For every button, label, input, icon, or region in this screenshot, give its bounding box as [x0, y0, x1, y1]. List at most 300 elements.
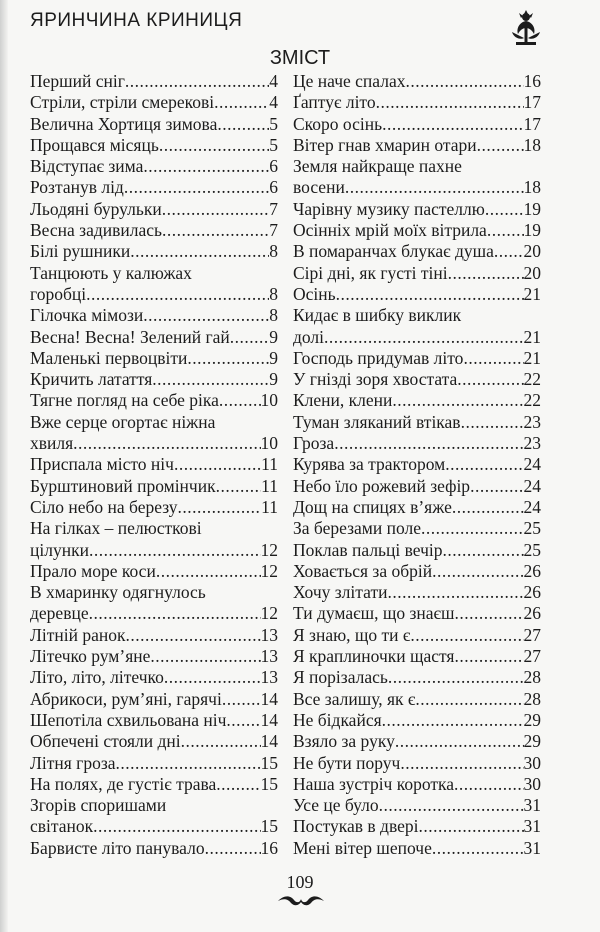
toc-entry-page: 8 — [269, 305, 278, 326]
toc-entry-title: Ховається за обрій — [293, 560, 433, 581]
toc-entry-page: 10 — [260, 433, 278, 454]
dot-leader — [415, 689, 523, 710]
toc-entry — [293, 71, 541, 92]
toc-entry-line — [30, 454, 278, 475]
toc-entry-title: Вітер гнав хмарин отари — [293, 134, 477, 155]
toc-entry — [293, 497, 541, 518]
toc-entry — [293, 689, 541, 710]
toc-entry — [30, 305, 278, 326]
dot-leader — [448, 263, 524, 284]
toc-entry-page: 13 — [260, 646, 278, 667]
dot-leader — [324, 327, 523, 348]
dot-leader — [116, 753, 261, 774]
dot-leader — [376, 92, 524, 113]
toc-entry — [30, 667, 278, 688]
toc-entry-page: 17 — [523, 92, 541, 113]
toc-entry-page: 15 — [260, 773, 278, 794]
toc-entry-line — [30, 476, 278, 497]
toc-entry-page: 20 — [523, 241, 541, 262]
toc-entry — [30, 327, 278, 348]
toc-entry-page: 30 — [523, 773, 541, 794]
toc-entry-line — [293, 412, 541, 433]
dot-leader — [487, 220, 524, 241]
toc-entry-page: 13 — [260, 624, 278, 645]
toc-entry — [293, 710, 541, 731]
dot-leader — [387, 582, 523, 603]
toc-entry — [30, 71, 278, 92]
toc-entry — [293, 348, 541, 369]
dot-leader — [382, 710, 524, 731]
toc-entry — [293, 753, 541, 774]
toc-entry — [293, 795, 541, 816]
dot-leader — [217, 114, 269, 135]
dot-leader — [89, 540, 261, 561]
toc-entry — [30, 795, 278, 838]
toc-entry-title: Велична Хортиця зимова — [30, 113, 218, 134]
toc-entry-title: Я краплиночки щастя — [293, 646, 455, 667]
toc-entry-page: 13 — [260, 667, 278, 688]
toc-entry-title: Відступає зима — [30, 156, 144, 177]
toc-entry-line — [30, 305, 278, 326]
toc-entry-page: 19 — [523, 220, 541, 241]
toc-entry-line — [30, 199, 278, 220]
toc-entry-line — [293, 603, 541, 624]
dot-leader — [162, 220, 269, 241]
contents-heading: ЗМІСТ — [269, 47, 331, 69]
dot-leader — [214, 92, 269, 113]
dot-leader — [432, 838, 524, 859]
toc-entry — [293, 220, 541, 241]
toc-entry-page: 29 — [523, 709, 541, 730]
dot-leader — [124, 177, 269, 198]
toc-entry — [30, 753, 278, 774]
toc-entry-line — [293, 731, 541, 752]
toc-entry-line — [293, 284, 541, 305]
dot-leader — [470, 476, 523, 497]
toc-entry-line — [30, 753, 278, 774]
toc-entry-title: Маленькі первоцвіти — [30, 347, 188, 368]
toc-entry-line — [30, 518, 278, 539]
toc-entry — [30, 135, 278, 156]
dot-leader — [461, 412, 524, 433]
toc-entry-title: Літній ранок — [30, 624, 126, 645]
toc-entry-line — [293, 327, 541, 348]
dot-leader — [143, 305, 269, 326]
toc-entry — [293, 816, 541, 837]
toc-entry-title: Постукав в двері — [293, 816, 419, 837]
toc-entry-page: 26 — [523, 603, 541, 624]
toc-entry — [293, 603, 541, 624]
toc-entry-title: цілунки — [30, 539, 89, 560]
toc-entry-line — [293, 625, 541, 646]
dot-leader — [86, 284, 269, 305]
dot-leader — [73, 433, 260, 454]
toc-entry — [293, 540, 541, 561]
toc-entry-line — [30, 177, 278, 198]
dot-leader — [454, 646, 523, 667]
toc-entry-page: 26 — [523, 560, 541, 581]
toc-entry — [30, 199, 278, 220]
toc-entry-line — [30, 582, 278, 603]
toc-entry-page: 20 — [523, 262, 541, 283]
dot-leader — [432, 561, 523, 582]
toc-entry — [293, 774, 541, 795]
toc-entry — [293, 433, 541, 454]
dot-leader — [421, 518, 524, 539]
toc-entry-title: В помаранчах блукає душа — [293, 241, 494, 262]
dot-leader — [494, 241, 524, 262]
toc-entry-page: 29 — [523, 731, 541, 752]
toc-entry — [30, 390, 278, 411]
toc-entry-title: Танцюють у калюжах — [30, 262, 192, 283]
toc-entry — [293, 263, 541, 284]
toc-entry-title: Я знаю, що ти є — [293, 624, 411, 645]
toc-entry-title: Осінь — [293, 283, 336, 304]
toc-entry-line — [30, 241, 278, 262]
toc-entry — [293, 412, 541, 433]
dot-leader — [418, 816, 523, 837]
dot-leader — [219, 390, 261, 411]
toc-entry — [30, 369, 278, 390]
dot-leader — [454, 774, 523, 795]
toc-entry — [293, 667, 541, 688]
toc-entry-title: Все залишу, як є — [293, 688, 416, 709]
toc-entry-page: 9 — [269, 369, 278, 390]
toc-entry-title: На полях, де густіє трава — [30, 773, 217, 794]
toc-entry — [30, 156, 278, 177]
dot-leader — [452, 497, 524, 518]
toc-entry — [30, 518, 278, 561]
toc-entry-title: Бурштиновий промінчик — [30, 475, 216, 496]
dot-leader — [379, 795, 524, 816]
dot-leader — [178, 497, 262, 518]
toc-entry-line — [293, 561, 541, 582]
toc-entry-page: 25 — [523, 539, 541, 560]
floral-ornament-icon — [506, 8, 546, 48]
toc-entry-line — [30, 731, 278, 752]
toc-entry-page: 24 — [523, 496, 541, 517]
dot-leader — [477, 135, 524, 156]
dot-leader — [388, 667, 524, 688]
toc-entry-title: Вже серце огортає ніжна — [30, 411, 216, 432]
toc-entry-title: За березами поле — [293, 518, 421, 539]
dot-leader — [382, 114, 523, 135]
toc-entry-line — [30, 710, 278, 731]
toc-entry-page: 30 — [523, 752, 541, 773]
toc-entry-line — [293, 156, 541, 177]
toc-entry-line — [30, 92, 278, 113]
toc-entry-title: Кричить латаття — [30, 369, 153, 390]
dot-leader — [216, 476, 262, 497]
toc-entry-title: Літня гроза — [30, 752, 116, 773]
toc-entry — [30, 412, 278, 455]
dot-leader — [395, 731, 524, 752]
toc-entry — [30, 114, 278, 135]
toc-entry-line — [293, 263, 541, 284]
toc-entry-title: Господь придумав літо — [293, 347, 464, 368]
toc-entry-line — [293, 476, 541, 497]
toc-entry-line — [293, 92, 541, 113]
dot-leader — [463, 348, 523, 369]
toc-entry-page: 7 — [269, 198, 278, 219]
toc-entry-title: Дощ на спицях в’яже — [293, 496, 452, 517]
toc-entry-title: Я порізалась — [293, 667, 388, 688]
toc-entry-title: горобці — [30, 283, 87, 304]
toc-entry — [293, 731, 541, 752]
toc-entry — [30, 241, 278, 262]
toc-entry-title: Гілочка мімози — [30, 305, 144, 326]
toc-entry-page: 14 — [260, 731, 278, 752]
toc-entry-title: Барвисте літо панувало — [30, 837, 205, 858]
toc-entry-page: 14 — [260, 709, 278, 730]
toc-entry-line — [293, 540, 541, 561]
toc-entry-page: 27 — [523, 646, 541, 667]
toc-entry — [293, 838, 541, 859]
dot-leader — [150, 646, 260, 667]
toc-entry-line — [30, 114, 278, 135]
toc-entry-title: Не бути поруч — [293, 752, 401, 773]
toc-entry — [293, 561, 541, 582]
toc-entry-line — [30, 390, 278, 411]
toc-entry-title: Туман зляканий втікав — [293, 411, 461, 432]
toc-entry-line — [30, 689, 278, 710]
toc-entry — [293, 241, 541, 262]
toc-entry-page: 23 — [523, 411, 541, 432]
toc-entry-line — [30, 327, 278, 348]
toc-entry-page: 11 — [261, 496, 278, 517]
toc-entry-line — [293, 710, 541, 731]
toc-entry-title: Сірі дні, як густі тіні — [293, 262, 448, 283]
toc-entry-page: 9 — [269, 347, 278, 368]
toc-entry-page: 17 — [523, 113, 541, 134]
toc-entry — [30, 774, 278, 795]
toc-entry — [293, 114, 541, 135]
toc-entry — [30, 838, 278, 859]
toc-entry — [30, 689, 278, 710]
toc-entry-line — [30, 603, 278, 624]
toc-entry-title: Згорів споришами — [30, 795, 167, 816]
toc-entry-title: Поклав пальці вечір — [293, 539, 443, 560]
toc-entry — [293, 92, 541, 113]
toc-entry — [293, 369, 541, 390]
dot-leader — [187, 348, 269, 369]
toc-entry-title: На гілках – пелюсткові — [30, 518, 202, 539]
toc-entry-line — [293, 135, 541, 156]
toc-entry-title: Шепотіла схвильована ніч — [30, 709, 227, 730]
toc-entry-page: 21 — [523, 283, 541, 304]
dot-leader — [455, 603, 524, 624]
dot-leader — [162, 199, 270, 220]
contents-column-left — [30, 71, 278, 859]
dot-leader — [159, 135, 269, 156]
toc-entry-page: 24 — [523, 454, 541, 475]
dot-leader — [457, 369, 523, 390]
footer-ornament-icon — [276, 893, 326, 907]
toc-entry-line — [30, 540, 278, 561]
toc-entry-page: 14 — [260, 688, 278, 709]
toc-entry-page: 26 — [523, 582, 541, 603]
toc-entry-title: Стріли, стріли смерекові — [30, 92, 215, 113]
toc-entry-title: Клени, клени — [293, 390, 393, 411]
toc-entry — [293, 454, 541, 475]
toc-entry-title: Літо, літо, літечко — [30, 667, 164, 688]
toc-entry — [293, 390, 541, 411]
toc-entry-page: 19 — [523, 198, 541, 219]
toc-entry-title: У гнізді зоря хвостата — [293, 369, 458, 390]
dot-leader — [410, 625, 523, 646]
toc-entry-line — [293, 71, 541, 92]
toc-entry-page: 5 — [269, 134, 278, 155]
toc-entry-page: 11 — [261, 475, 278, 496]
toc-entry — [293, 646, 541, 667]
toc-entry-page: 27 — [523, 624, 541, 645]
toc-entry-line — [293, 390, 541, 411]
toc-entry — [293, 135, 541, 156]
toc-entry — [293, 582, 541, 603]
toc-entry-page: 4 — [269, 71, 278, 91]
toc-entry — [293, 518, 541, 539]
toc-entry-line — [293, 582, 541, 603]
dot-leader — [205, 838, 261, 859]
toc-entry-line — [30, 348, 278, 369]
toc-entry — [30, 263, 278, 306]
page-number: 109 — [286, 872, 314, 892]
running-head: ЯРИНЧИНА КРИНИЦЯ — [30, 10, 243, 31]
toc-entry-line — [30, 497, 278, 518]
toc-entry-title: Гроза — [293, 433, 335, 454]
toc-entry-page: 9 — [269, 326, 278, 347]
toc-entry-line — [293, 433, 541, 454]
toc-entry-page: 10 — [260, 390, 278, 411]
toc-entry-line — [30, 838, 278, 859]
toc-entry-line — [293, 774, 541, 795]
toc-entry-page: 31 — [523, 837, 541, 858]
dot-leader — [156, 561, 261, 582]
toc-entry-title: Льодяні бурульки — [30, 198, 162, 219]
toc-entry — [293, 156, 541, 199]
toc-entry-title: Абрикоси, рум’яні, гарячі — [30, 688, 222, 709]
toc-entry-page: 31 — [523, 795, 541, 816]
toc-entry-title: Не бідкайся — [293, 709, 382, 730]
toc-entry — [30, 582, 278, 625]
toc-entry-line — [293, 689, 541, 710]
dot-leader — [130, 241, 269, 262]
dot-leader — [334, 433, 523, 454]
toc-entry-title: Наша зустріч коротка — [293, 773, 455, 794]
toc-entry-line — [30, 795, 278, 816]
toc-entry — [30, 177, 278, 198]
toc-entry — [30, 646, 278, 667]
toc-entry-line — [30, 625, 278, 646]
toc-entry-page: 31 — [523, 816, 541, 837]
toc-entry-line — [30, 412, 278, 433]
toc-entry-line — [293, 816, 541, 837]
toc-entry-page: 25 — [523, 518, 541, 539]
toc-entry-line — [293, 497, 541, 518]
contents-column-right — [293, 71, 541, 859]
toc-entry-title: Земля найкраще пахне — [293, 156, 462, 177]
toc-entry-line — [30, 369, 278, 390]
toc-entry-title: Усе це було — [293, 795, 379, 816]
dot-leader — [89, 603, 261, 624]
toc-entry — [30, 561, 278, 582]
toc-entry-title: Білі рушники — [30, 241, 131, 262]
toc-entry-line — [30, 220, 278, 241]
dot-leader — [143, 156, 269, 177]
toc-entry-page: 11 — [261, 454, 278, 475]
toc-entry-line — [293, 348, 541, 369]
toc-entry-title: Небо їло рожевий зефір — [293, 475, 471, 496]
toc-entry-title: Розтанув лід — [30, 177, 124, 198]
toc-entry-title: Кидає в шибку виклик — [293, 305, 462, 326]
page-edge-shadow — [0, 0, 8, 932]
toc-entry-title: Весна задивилась — [30, 220, 162, 241]
toc-entry — [30, 497, 278, 518]
toc-entry — [30, 731, 278, 752]
dot-leader — [222, 689, 261, 710]
toc-entry-page: 21 — [523, 326, 541, 347]
toc-entry-title: Скоро осінь — [293, 113, 383, 134]
toc-entry — [30, 348, 278, 369]
toc-entry-line — [293, 220, 541, 241]
toc-entry-title: Це наче спалах — [293, 71, 406, 91]
toc-entry-page: 15 — [260, 816, 278, 837]
dot-leader — [392, 390, 523, 411]
toc-entry-title: Весна! Весна! Зелений гай — [30, 326, 230, 347]
dot-leader — [181, 731, 261, 752]
toc-entry — [30, 454, 278, 475]
toc-entry — [30, 710, 278, 731]
toc-entry-title: Приспала місто ніч — [30, 454, 174, 475]
toc-entry-title: В хмаринку одягнулось — [30, 582, 206, 603]
toc-entry-page: 8 — [269, 283, 278, 304]
toc-entry-line — [293, 838, 541, 859]
toc-entry — [293, 625, 541, 646]
toc-entry-line — [30, 284, 278, 305]
toc-entry-page: 28 — [523, 688, 541, 709]
toc-entry-page: 6 — [269, 156, 278, 177]
toc-entry-title: Курява за трактором — [293, 454, 446, 475]
toc-entry-page: 16 — [523, 71, 541, 91]
toc-entry-line — [293, 646, 541, 667]
toc-entry-line — [293, 199, 541, 220]
toc-entry-title: хвиля — [30, 433, 74, 454]
toc-entry-line — [30, 156, 278, 177]
dot-leader — [445, 454, 523, 475]
toc-entry-page: 16 — [260, 837, 278, 858]
toc-entry — [30, 92, 278, 113]
toc-entry-page: 8 — [269, 241, 278, 262]
toc-entry — [293, 284, 541, 305]
toc-entry-line — [293, 177, 541, 198]
toc-entry-title: Сіло небо на березу — [30, 496, 178, 517]
toc-entry-title: Перший сніг — [30, 71, 125, 91]
toc-entry-page: 15 — [260, 752, 278, 773]
toc-entry-title: Взяло за руку — [293, 731, 395, 752]
toc-entry-line — [293, 518, 541, 539]
toc-entry-title: восени — [293, 177, 345, 198]
toc-entry-line — [30, 774, 278, 795]
dot-leader — [400, 753, 523, 774]
toc-entry-page: 22 — [523, 390, 541, 411]
dot-leader — [405, 71, 523, 92]
toc-entry-page: 18 — [523, 177, 541, 198]
dot-leader — [345, 177, 524, 198]
toc-entry-title: Тягне погляд на себе ріка — [30, 390, 219, 411]
toc-entry-page: 5 — [269, 113, 278, 134]
toc-entry-line — [293, 369, 541, 390]
toc-entry-page: 12 — [260, 560, 278, 581]
